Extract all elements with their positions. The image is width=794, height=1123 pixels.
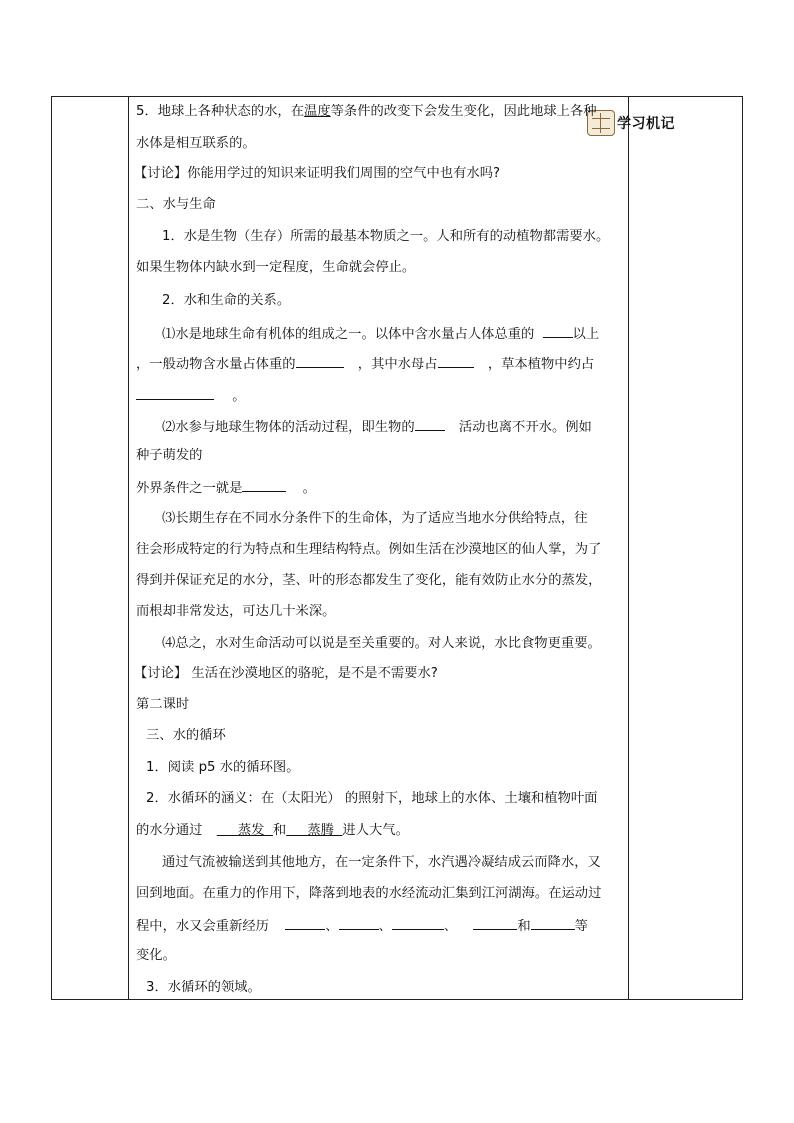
- answer-blank[interactable]: [438, 355, 474, 368]
- text-line: 5．地球上各种状态的水，在温度等条件的改变下会发生变化，因此地球上各种: [136, 104, 597, 119]
- text-line: 2．水循环的涵义：在（太阳光） 的照射下，地球上的水体、土壤和植物叶面: [146, 791, 598, 806]
- text-line: 而根却非常发达，可达几十米深。: [136, 604, 336, 619]
- fill-blank-line: 程中，水又会重新经历 、 、 、 和 等: [136, 919, 588, 934]
- text-line: 通过气流被输送到其他地方，在一定条件下，水汽遇冷凝结成云而降水，又: [162, 855, 601, 870]
- text-line: ⑶长期生存在不同水分条件下的生命体，为了适应当地水分供给特点，往: [162, 511, 588, 526]
- answer-blank[interactable]: [543, 325, 573, 338]
- text-line: 回到地面。在重力的作用下，降落到地表的水经流动汇集到江河湖海。在运动过: [136, 886, 602, 901]
- answer-blank[interactable]: [392, 917, 444, 930]
- text-line: 1．阅读 p5 水的循环图。: [146, 760, 300, 775]
- fill-blank-line: 外界条件之一就是 。: [136, 481, 316, 496]
- study-notes-label: [587, 110, 675, 136]
- fill-blank-line: ⑵水参与地球生物体的活动过程，即生物的 活动也离不开水。例如: [162, 420, 592, 435]
- right-column-divider: [628, 97, 629, 999]
- answer-blank[interactable]: [531, 917, 575, 930]
- fill-blank-line: 的水分通过 蒸发 和 蒸腾 进人大气。: [136, 823, 409, 838]
- text-line: 水体是相互联系的。: [136, 136, 256, 151]
- text-line: 1．水是生物（生存）所需的最基本物质之一。人和所有的动植物都需要水。: [162, 229, 610, 244]
- discussion-line: 【讨论】 生活在沙漠地区的骆驼，是不是不需要水?: [134, 666, 438, 681]
- answer-blank[interactable]: [339, 917, 379, 930]
- text-line: 如果生物体内缺水到一定程度，生命就会停止。: [136, 260, 416, 275]
- fill-blank-line: ⑴水是地球生命有机体的组成之一。以体中含水量占人体总重的 以上: [162, 327, 600, 342]
- section-heading: 二、水与生命: [136, 197, 216, 212]
- left-column-divider: [128, 97, 129, 999]
- text-line: 2．水和生命的关系。: [162, 293, 291, 308]
- text-line: ⑷总之，水对生命活动可以说是至关重要的。对人来说，水比食物更重要。: [162, 636, 601, 651]
- answer-blank[interactable]: [473, 917, 517, 930]
- answer-blank[interactable]: [415, 418, 445, 431]
- fill-blank-line: 。: [136, 387, 246, 405]
- text-line: 3．水循环的领域。: [146, 980, 261, 995]
- text-line: 变化。: [136, 948, 176, 963]
- answer-blank[interactable]: [285, 917, 325, 930]
- lesson-period-title: 第二课时: [136, 697, 190, 712]
- text-line: 往会形成特定的行为特点和生理结构特点。例如生活在沙漠地区的仙人掌，为了: [136, 542, 602, 557]
- answer-blank[interactable]: [136, 387, 214, 400]
- study-notes-title: 学习机记: [617, 116, 675, 132]
- text-line: 得到并保证充足的水分，茎、叶的形态都发生了变化，能有效防止水分的蒸发，: [136, 573, 602, 588]
- answer-blank[interactable]: [296, 355, 344, 368]
- fill-blank-line: ，一般动物含水量占体重的 ，其中水母占 ，草本植物中约占: [136, 357, 595, 372]
- discussion-line: 【讨论】你能用学过的知识来证明我们周围的空气中也有水吗?: [134, 166, 501, 181]
- section-heading: 三、水的循环: [146, 728, 226, 743]
- text-line: 种子萌发的: [136, 448, 203, 463]
- answer-blank[interactable]: [242, 479, 286, 492]
